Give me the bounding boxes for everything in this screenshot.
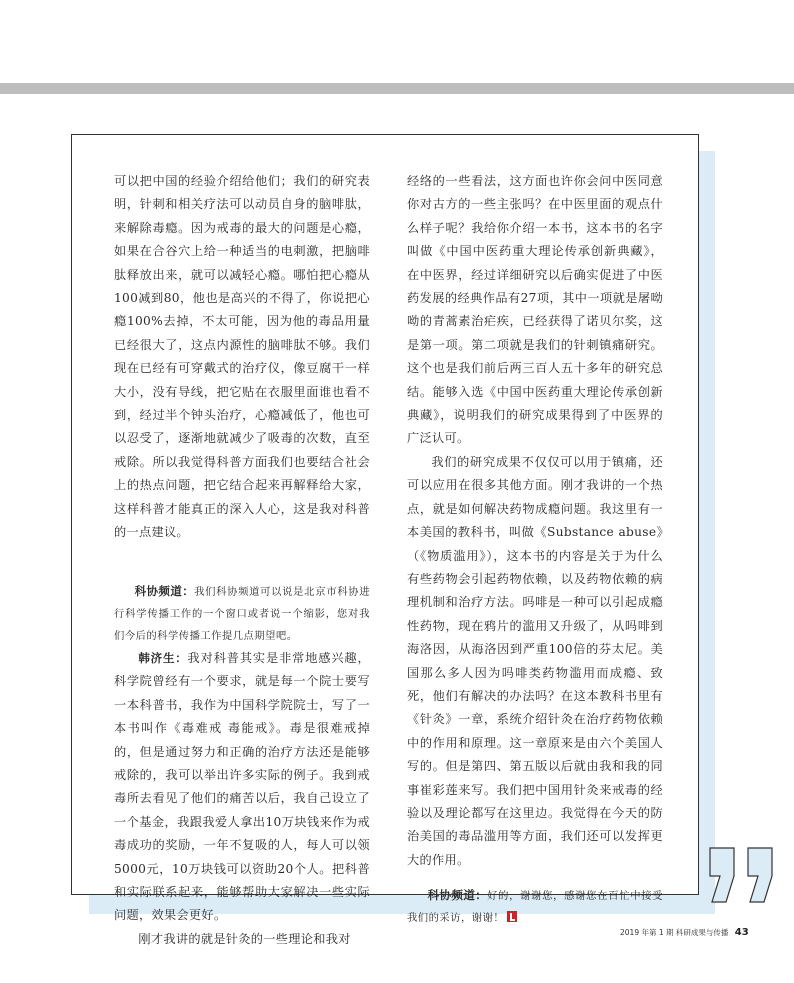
left-column bbox=[114, 170, 370, 951]
closing-quote-icon bbox=[704, 846, 784, 904]
question-text: 我们科协频道可以说是北京市科协进行科学传播工作的一个窗口或者说一个缩影，您对我们今后的科学传播工作提几点期望吧。 bbox=[114, 585, 371, 642]
answer-text: 我对科普其实是非常地感兴趣，科学院曾经有一个要求，就是每一个院士要写一本科普书，我作为中国科学院院士，写了一本书叫作《毒难戒 毒能戒》。毒是很难戒掉的，但是通过努力和正确的治疗方法还是能够戒除的，我可以举出许多实际的例子。我到戒毒所去看见了他们的痛苦以后，我自己设立了一个基金，我跟我爱人拿出10万块钱来作为戒毒成功的奖励，一年不复吸的人，每人可以领5000元，10万块钱可以资助20个人。把科普和实际联系起来，能够帮助大家解决一些实际问题，效果会更好。 bbox=[114, 650, 370, 923]
right-para-2: 我们的研究成果不仅仅可以用于镇痛，还可以应用在很多其他方面。刚才我讲的一个热点，就是如何解决药物成瘾问题。我这里有一本美国的教科书，叫做《Substance abuse》（《物质滥用》），这本书的内容是关于为什么有些药物会引起药物依赖，以及药物依赖的病理机制和治疗方法。吗啡是一种可以引起成瘾性药物，现在鸦片的滥用又升级了，从吗啡到海洛因，从海洛因到严重100倍的芬太尼。美国那么多人因为吗啡类药物滥用而成瘾、致死，他们有解决的办法吗？在这本教科书里有《针灸》一章，系统介绍针灸在治疗药物依赖中的作用和原理。这一章原来是由六个美国人写的。但是第四、第五版以后就由我和我的同事崔彩莲来写。我们把中国用针灸来戒毒的经验以及理论都写在这里边。我觉得在今天的防治美国的毒品滥用等方面，我们还可以发挥更大的作用。 bbox=[407, 454, 663, 867]
answer-paragraph bbox=[114, 647, 370, 928]
question-paragraph bbox=[114, 580, 370, 647]
top-gray-band bbox=[0, 83, 794, 94]
closing-text: 好的，谢谢您，感谢您在百忙中接受我们的采访，谢谢！ bbox=[407, 890, 664, 925]
left-para-continued: 可以把中国的经验介绍给他们；我们的研究表明，针刺和相关疗法可以动员自身的脑啡肽，来解除毒瘾。因为戒毒的最大的问题是心瘾，如果在合谷穴上给一种适当的电刺激，把脑啡肽释放出来，就可以减轻心瘾。哪怕把心瘾从100减到80，他也是高兴的不得了，你说把心瘾100%去掉，不太可能，因为他的毒品用量已经很大了，这点内源性的脑啡肽不够。我们现在已经有可穿戴式的治疗仪，像豆腐干一样大小，没有导线，把它贴在衣服里面谁也看不到，经过半个钟头治疗，心瘾减低了，他也可以忍受了，逐渐地就减少了吸毒的次数，直至戒除。所以我觉得科普方面我们也要结合社会上的热点问题，把它结合起来再解释给大家，这样科普才能真正的深入人心，这是我对科普的一点建议。 bbox=[114, 174, 370, 540]
end-mark-icon bbox=[507, 911, 517, 922]
speaker-label-host: 科协频道： bbox=[134, 583, 195, 598]
closing-paragraph bbox=[407, 884, 663, 929]
page-footer bbox=[620, 927, 749, 943]
right-para-continued: 经络的一些看法，这方面也许你会问中医同意你对古方的一些主张吗？在中医里面的观点什么样子呢？我给你介绍一本书，这本书的名字叫做《中国中医药重大理论传承创新典藏》，在中医界，经过详细研究以后确实促进了中医药发展的经典作品有27项，其中一项就是屠呦呦的青蒿素治疟疾，已经获得了诺贝尔奖，这是第一项。第二项就是我们的针刺镇痛研究。这个也是我们前后两三百人五十多年的研究总结。能够入选《中国中医药重大理论传承创新典藏》，说明我们的研究成果得到了中医界的广泛认可。 bbox=[407, 174, 663, 446]
footer-journal: 科研成果与传播 bbox=[675, 928, 729, 937]
right-column bbox=[407, 170, 663, 929]
speaker-label-host-closing: 科协频道： bbox=[427, 888, 488, 903]
page-number: 43 bbox=[734, 927, 749, 938]
speaker-label-guest: 韩济生： bbox=[138, 650, 188, 665]
footer-issue: 2019 年第 1 期 bbox=[620, 928, 674, 937]
left-last-para: 刚才我讲的就是针灸的一些理论和我对 bbox=[138, 931, 351, 946]
